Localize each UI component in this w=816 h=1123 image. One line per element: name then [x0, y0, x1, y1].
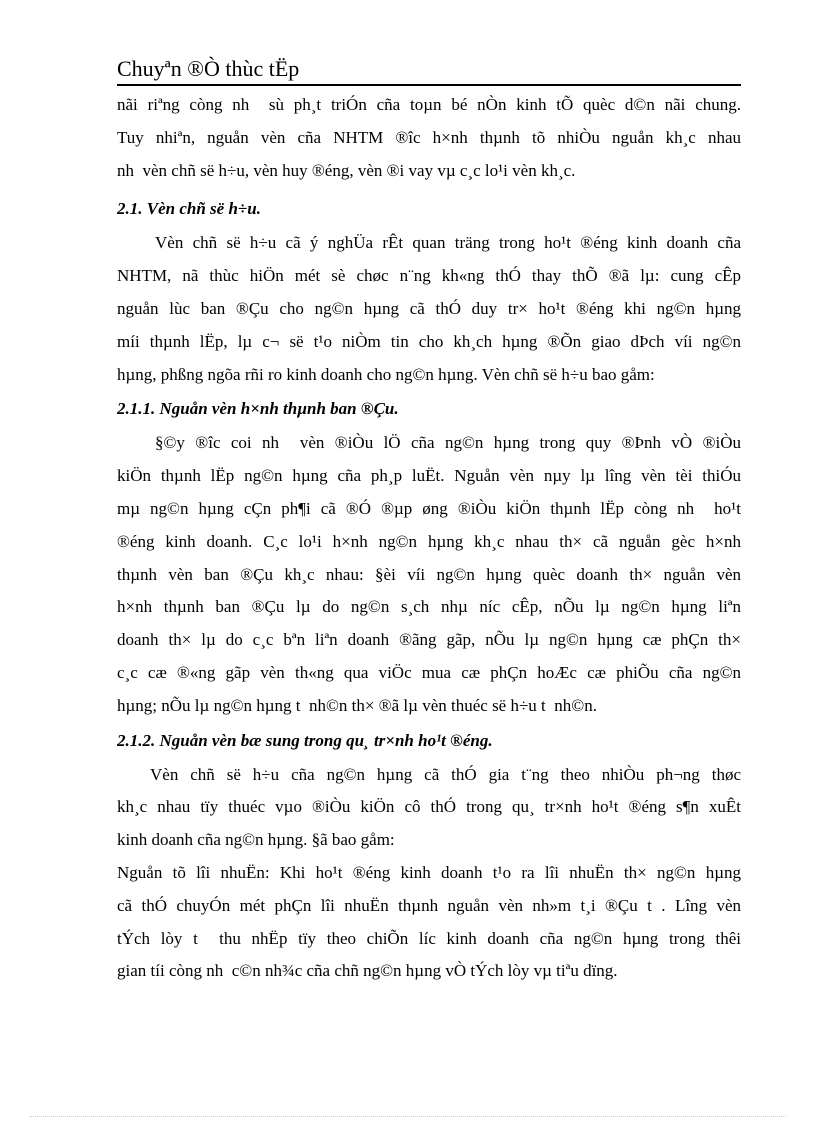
paragraph-equity-capital: [117, 227, 741, 391]
text-line: Vèn chñ së h÷u cña ng©n hµng cã thÓ gia t¨ng theo nhiÒu ph¬ng thøc: [150, 764, 741, 784]
text-line: hµng; nÕu lµ ng©n hµng t nh©n th× ®ã lµ vèn thuéc së h÷u t nh©n.: [117, 695, 597, 715]
section-heading: 2.1. Vèn chñ së h÷u.: [117, 199, 261, 219]
text-line: cã thÓ chuyÓn mét phÇn lîi nhuËn thµnh nguån vèn nh»m t¸i ®Çu t . Lîng vèn: [117, 895, 741, 915]
text-line: ®éng kinh doanh. C¸c lo¹i h×nh ng©n hµng kh¸c nhau th× cã nguån gèc h×nh: [117, 531, 741, 551]
intro-paragraph: [117, 89, 741, 187]
text-line: NHTM, nã thùc hiÖn mét sè chøc n¨ng kh«ng thÓ thay thÕ ®ã lµ: cung cÊp: [117, 266, 741, 286]
text-line: hµng, phßng ngõa rñi ro kinh doanh cho ng©n hµng. Vèn chñ së h÷u bao gåm:: [117, 364, 655, 384]
text-line: Nguån tõ lîi nhuËn: Khi ho¹t ®éng kinh doanh t¹o ra lîi nhuËn th× ng©n hµng: [117, 862, 741, 882]
text-line: nh vèn chñ së h÷u, vèn huy ®éng, vèn ®i vay vµ c¸c lo¹i vèn kh¸c.: [117, 160, 576, 180]
text-line: doanh th× lµ do c¸c bªn liªn doanh ®ãng gãp, nÕu lµ ng©n hµng cæ phÇn th×: [117, 630, 741, 650]
subsection-heading: 2.1.2. Nguån vèn bæ sung trong qu¸ tr×nh ho¹t ®éng.: [117, 730, 493, 750]
text-line: mµ ng©n hµng cÇn ph¶i cã ®Ó ®µp øng ®iÒu kiÖn thµnh lËp còng nh ho¹t: [117, 498, 741, 518]
text-line: kinh doanh cña ng©n hµng. §ã bao gåm:: [117, 830, 395, 850]
paragraph-supplementary-capital: [117, 759, 741, 857]
text-line: §©y ®îc coi nh vèn ®iÒu lÖ cña ng©n hµng trong quy ®Þnh vÒ ®iÒu: [155, 433, 741, 453]
text-line: nguån lùc ban ®Çu cho ng©n hµng cã thÓ duy tr× ho¹t ®éng khi ng©n hµng: [117, 298, 741, 318]
subsection-heading: 2.1.1. Nguån vèn h×nh thµnh ban ®Çu.: [117, 399, 399, 419]
text-line: thµnh vèn ban ®Çu kh¸c nhau: §èi víi ng©n hµng quèc doanh th× nguån vèn: [117, 564, 741, 584]
text-line: kh¸c nhau tïy thuéc vµo ®iÒu kiÖn cô thÓ trong qu¸ tr×nh ho¹t ®éng s¶n xuÊt: [117, 797, 741, 817]
text-line: c¸c cæ ®«ng gãp vèn th«ng qua viÖc mua cæ phÇn hoÆc cæ phiÕu cña ng©n: [117, 662, 741, 682]
paragraph-profit-source: [117, 857, 741, 988]
text-line: míi thµnh lËp, lµ c¬ së t¹o niÒm tin cho kh¸ch hµng ®Õn giao dÞch víi ng©n: [117, 331, 741, 351]
document-body: [117, 89, 741, 988]
running-header: Chuyªn ®Ò thùc tËp: [117, 56, 300, 81]
header-rule: [117, 84, 741, 86]
page-bottom-divider: [30, 1116, 786, 1117]
text-line: kiÖn thµnh lËp ng©n hµng cña ph¸p luËt. Nguån vèn nµy lµ lîng vèn tèi thiÓu: [117, 466, 741, 486]
text-line: nãi riªng còng nh sù ph¸t triÓn cña toµn bé nÒn kinh tÕ quèc d©n nãi chung.: [117, 95, 741, 114]
paragraph-initial-capital: [117, 427, 741, 722]
text-line: Tuy nhiªn, nguån vèn cña NHTM ®îc h×nh thµnh tõ nhiÒu nguån kh¸c nhau: [117, 127, 741, 147]
text-line: gian tíi còng nh c©n nh¾c cña chñ ng©n hµng vÒ tÝch lòy vµ tiªu dïng.: [117, 961, 618, 981]
text-line: h×nh thµnh ban ®Çu lµ do ng©n s¸ch nhµ níc cÊp, nÕu lµ ng©n hµng liªn: [117, 597, 741, 617]
text-line: Vèn chñ së h÷u cã ý nghÜa rÊt quan träng trong ho¹t ®éng kinh doanh cña: [155, 233, 741, 253]
text-line: tÝch lòy t thu nhËp tïy theo chiÕn líc kinh doanh cña ng©n hµng trong thêi: [117, 928, 741, 948]
